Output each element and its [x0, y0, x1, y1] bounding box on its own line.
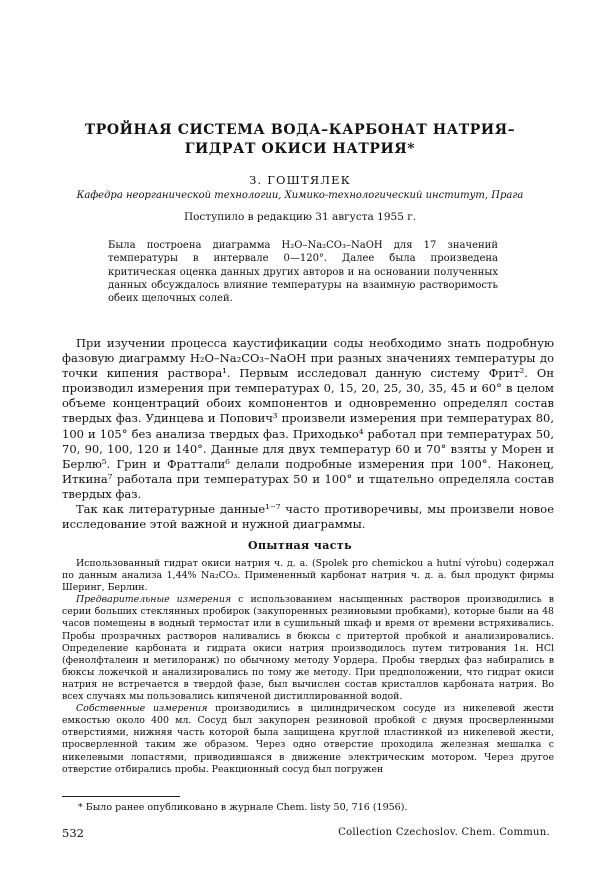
exp-paragraph-3 — [62, 703, 554, 776]
intro-paragraph-2: Так как литературные данные¹⁻⁷ часто противоречивы, мы произвели новое исследование этой важной и нужной диаграммы. — [62, 502, 554, 532]
experimental-section — [62, 558, 554, 776]
footnote-divider — [62, 796, 180, 797]
page-number: 532 — [62, 826, 84, 840]
exp-paragraph-1: Использованный гидрат окиси натрия ч. д. а. (Spolek pro chemickou a hutní výrobu) содержал по данным анализа 1,44% Na₂CO₃. Примененный карбонат натрия ч. д. а. был продукт фирмы Шеринг, Берлин. — [62, 558, 554, 594]
author-name: З. ГОШТЯЛЕК — [249, 173, 351, 187]
article-title: ТРОЙНАЯ СИСТЕМА ВОДА–КАРБОНАТ НАТРИЯ–ГИДРАТ ОКИСИ НАТРИЯ* — [84, 122, 516, 157]
exp-paragraph-2 — [62, 594, 554, 703]
exp-paragraph-3-text: производились в цилиндрическом сосуде из никелевой жести емкостью около 400 мл. Сосуд был закупорен резиновой пробкой с двумя просверленными отверстиями, нижняя часть которой была защищена круглой пластинкой из никелевой жести, просверленной таким же образом. Через одно отверстие проходила железная мешалка с никелевыми лопастями, приводившаяся в движение электрическим мотором. Через другое отверстие отбирались пробы. Реакционный сосуд был погружен — [62, 703, 554, 775]
footnote: * Было ранее опубликовано в журнале Chem. listy 50, 716 (1956). — [78, 802, 408, 813]
section-heading-experimental: Опытная часть — [248, 539, 352, 552]
exp-paragraph-3-lead: Собственные измерения — [76, 703, 208, 715]
abstract: Была построена диаграмма H₂O–Na₂CO₃–NaOH для 17 значений температуры в интервале 0—120°. Далее была произведена критическая оценка данных других авторов и на основании полученных данных обсуждалось влияние температуры на взаимную растворимость обеих щелочных солей. — [108, 240, 498, 305]
received-date: Поступило в редакцию 31 августа 1955 г. — [183, 211, 417, 223]
affiliation: Кафедра неорганической технологии, Химико-технологический институт, Прага — [76, 190, 524, 201]
intro-paragraph-1: При изучении процесса каустификации соды необходимо знать подробную фазовую диаграмму H₂O–Na₂CO₃–NaOH при разных значениях температуры до точки кипения раствора¹. Первым исследовал данную систему Фрит². Он производил измерения при температурах 0, 15, 20, 25, 30, 35, 45 и 60° в целом объеме концентраций обоих компонентов и одновременно определял состав твердых фаз. Удинцева и Попович³ произвели измерения при температурах 80, 100 и 105° без анализа твердых фаз. Приходько⁴ работал при температурах 50, 70, 90, 100, 120 и 140°. Данные для двух температур 60 и 70° взяты у Морен и Берлю⁵. Грин и Фраттали⁶ делали подробные измерения при 100°. Наконец, Иткина⁷ работала при температурах 50 и 100° и тщательно определяла состав твердых фаз. — [62, 336, 554, 501]
exp-paragraph-2-text: с использованием насыщенных растворов производились в серии больших стеклянных пробирок (закупоренных резиновыми пробками), которые были на 48 часов помещены в водный термостат или в сушильный шкаф и время от времени встряхивались. Пробы прозрачных растворов наливались в бюксы с притертой пробкой и анализировались. Определение карбоната и гидрата окиси натрия производилось путем титрования 1н. HCl (фенолфталеин и метилоранж) по обычному методу Уордера. Пробы твердых фаз набирались в бюксы ложечкой и анализировались по тому же методу. При предположении, что гидрат окиси натрия не встречается в твердой фазе, был вычислен состав кристаллов карбоната натрия. Во всех случаях мы пользовались кипяченой дистиллированной водой. — [62, 594, 554, 703]
exp-paragraph-2-lead: Предварительные измерения — [76, 594, 232, 606]
journal-name: Collection Czechoslov. Chem. Commun. — [338, 827, 550, 838]
introduction-section — [62, 336, 554, 532]
